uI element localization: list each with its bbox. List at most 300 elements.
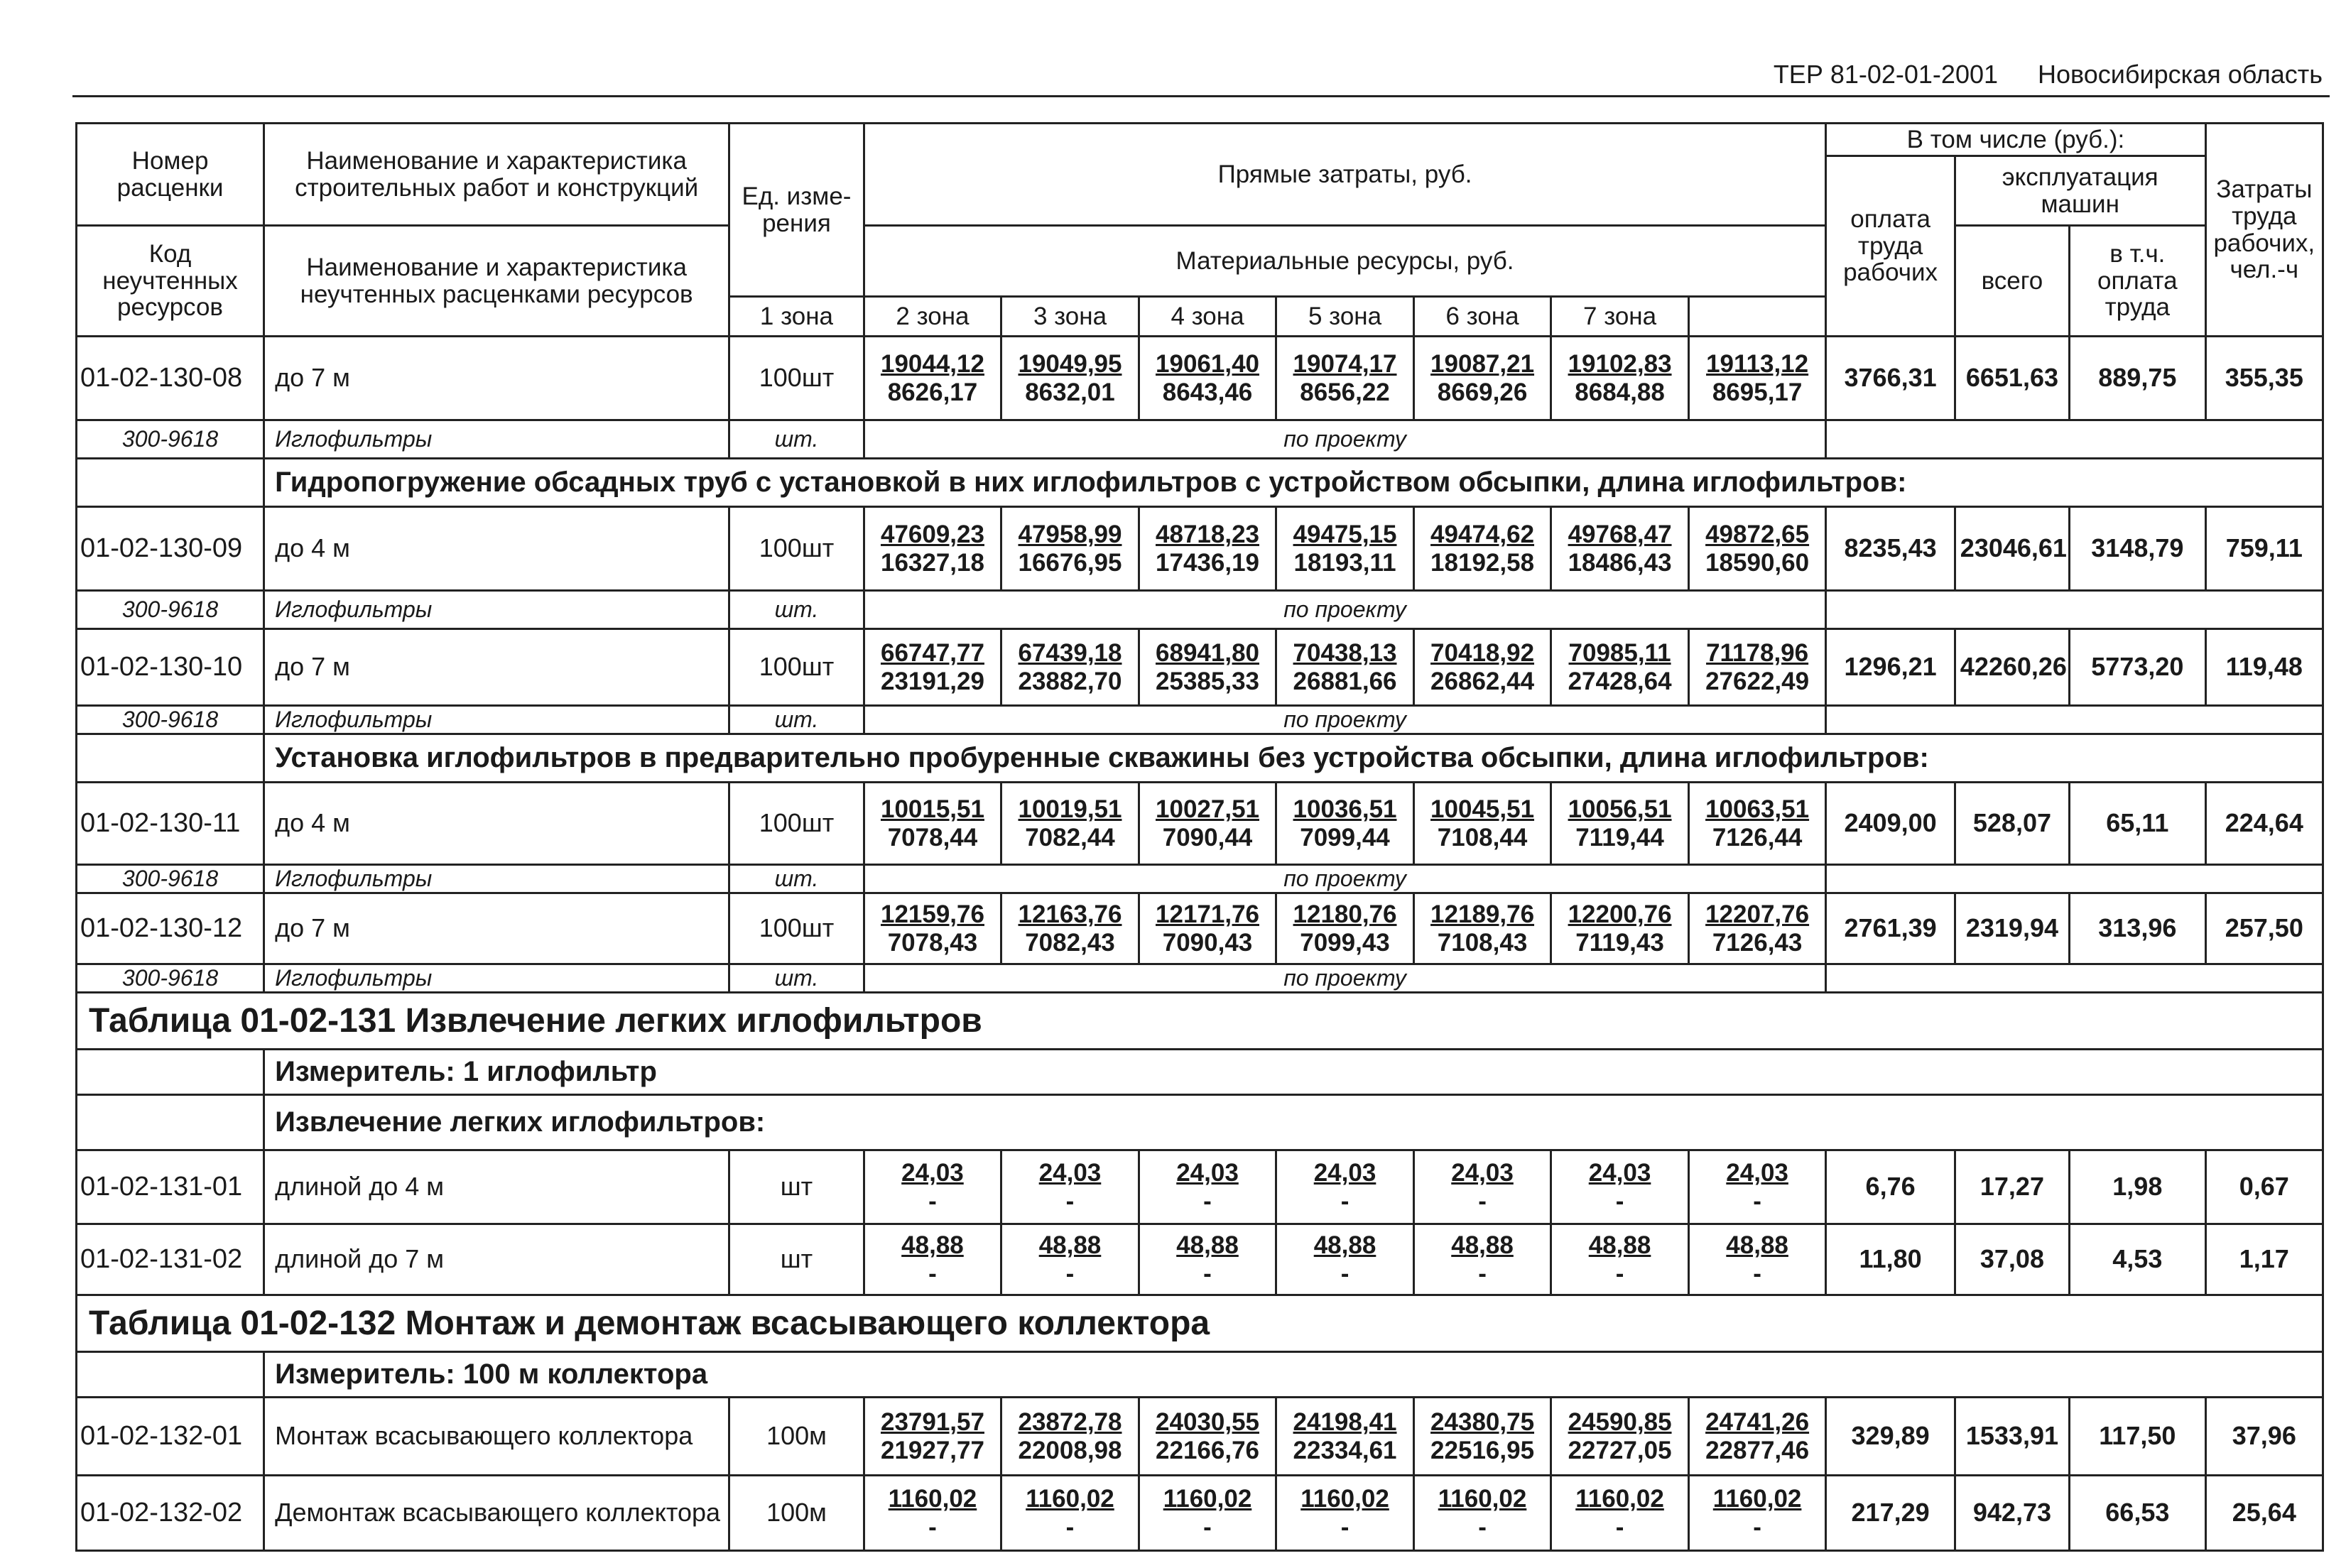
subhead-row [77, 1095, 2323, 1150]
zone-materials: 18193,11 [1293, 548, 1396, 577]
zone-materials: - [1615, 1259, 1624, 1287]
rate-unit: 100м [729, 1476, 864, 1551]
zone-cost [1413, 893, 1551, 964]
resource-unit: шт. [729, 591, 864, 629]
zone-cost [1139, 1476, 1276, 1551]
zone-total: 48,88 [1313, 1231, 1376, 1260]
section-title: Установка иглофильтров в предварительно пробуренные скважины без устройства обсыпки, длина иглофильтров: [264, 734, 2323, 783]
zone-materials: 22877,46 [1705, 1436, 1810, 1464]
zone-cost [864, 337, 1001, 420]
zone-materials: 17436,19 [1156, 548, 1259, 577]
zone-cost [1688, 507, 1826, 591]
zone-materials: - [928, 1513, 937, 1541]
zone-total: 19087,21 [1430, 350, 1535, 379]
zone-total: 47609,23 [880, 521, 984, 549]
zone-total: 47958,99 [1018, 521, 1122, 549]
machines-wages-value: 117,50 [2070, 1398, 2206, 1476]
zone-cost [1139, 337, 1276, 420]
table-row [77, 783, 2323, 865]
table-row [77, 1476, 2323, 1551]
table-row [77, 337, 2323, 420]
zone-total: 24030,55 [1156, 1408, 1259, 1437]
labor-value: 759,11 [2205, 507, 2323, 591]
rate-code: 01-02-130-11 [77, 783, 264, 865]
zone-header: 5 зона [1276, 297, 1414, 337]
subhead-row [77, 1050, 2323, 1095]
resource-name: Иглофильтры [264, 964, 729, 993]
zone-materials: 22516,95 [1430, 1436, 1535, 1464]
zone-total: 1160,02 [1300, 1485, 1389, 1513]
rate-name: длиной до 4 м [264, 1150, 729, 1224]
empty-cell [1826, 591, 2323, 629]
zone-cost [1001, 1476, 1139, 1551]
zone-total: 70985,11 [1568, 639, 1671, 668]
zone-materials: 21927,77 [880, 1436, 984, 1464]
zone-cost [1688, 337, 1826, 420]
zone-cost [1551, 1398, 1689, 1476]
machines-wages-value: 65,11 [2070, 783, 2206, 865]
col-mach-total: всего [1955, 226, 2069, 337]
rate-code: 01-02-130-12 [77, 893, 264, 964]
empty-cell [77, 459, 264, 507]
zone-total: 24,03 [1451, 1159, 1514, 1187]
zone-total: 70418,92 [1430, 639, 1535, 668]
zone-materials: 8626,17 [887, 378, 978, 406]
zone-total: 24,03 [1588, 1159, 1651, 1187]
zone-cost [1001, 507, 1139, 591]
zone-cost [1551, 337, 1689, 420]
zone-materials: 7099,43 [1300, 928, 1390, 957]
zone-total: 23791,57 [880, 1408, 984, 1437]
zone-total: 24741,26 [1705, 1408, 1810, 1437]
zone-total: 1160,02 [1438, 1485, 1527, 1513]
zone-total: 19049,95 [1018, 350, 1122, 379]
rate-unit: 100шт [729, 629, 864, 706]
table-row [77, 1150, 2323, 1224]
zone-cost [1413, 507, 1551, 591]
labor-value: 257,50 [2205, 893, 2323, 964]
zone-total: 24380,75 [1430, 1408, 1535, 1437]
zone-cost [864, 629, 1001, 706]
price-table [75, 122, 2324, 1552]
zone-materials: 8643,46 [1162, 378, 1253, 406]
machines-wages-value: 66,53 [2070, 1476, 2206, 1551]
table-title: Таблица 01-02-132 Монтаж и демонтаж всасывающего коллектора [77, 1295, 2323, 1352]
zone-materials: - [1615, 1187, 1624, 1215]
zone-cost [1276, 629, 1414, 706]
resource-name: Иглофильтры [264, 420, 729, 459]
zone-total: 1160,02 [1712, 1485, 1802, 1513]
zone-cost [1001, 1398, 1139, 1476]
zone-cost [1413, 337, 1551, 420]
zone-materials: - [1065, 1513, 1075, 1541]
zone-cost [864, 1476, 1001, 1551]
zone-total: 49474,62 [1430, 521, 1535, 549]
zone-cost [1551, 629, 1689, 706]
zone-total: 49475,15 [1293, 521, 1397, 549]
resource-row [77, 865, 2323, 893]
zone-cost [864, 507, 1001, 591]
resource-name: Иглофильтры [264, 865, 729, 893]
machines-total-value: 23046,61 [1955, 507, 2069, 591]
zone-materials: - [1065, 1187, 1075, 1215]
empty-cell [77, 734, 264, 783]
zone-materials: - [928, 1187, 937, 1215]
col-wages: оплата труда рабочих [1826, 156, 1955, 337]
zone-cost [1276, 893, 1414, 964]
zone-materials: 8695,17 [1712, 378, 1803, 406]
rate-code: 01-02-131-02 [77, 1224, 264, 1295]
col-machines: эксплуатация машин [1955, 156, 2205, 226]
rate-name: Демонтаж всасывающего коллектора [264, 1476, 729, 1551]
resource-note: по проекту [864, 865, 1826, 893]
wages-value: 329,89 [1826, 1398, 1955, 1476]
zone-materials: 7082,44 [1025, 823, 1115, 851]
zone-materials: - [1478, 1259, 1487, 1287]
machines-total-value: 17,27 [1955, 1150, 2069, 1224]
zone-materials: 8632,01 [1025, 378, 1115, 406]
zone-total: 67439,18 [1018, 639, 1122, 668]
resource-code: 300-9618 [77, 420, 264, 459]
rate-name: длиной до 7 м [264, 1224, 729, 1295]
table-row [77, 893, 2323, 964]
zone-total: 24,03 [1038, 1159, 1102, 1187]
machines-wages-value: 889,75 [2070, 337, 2206, 420]
rate-unit: 100шт [729, 783, 864, 865]
col-materials: Материальные ресурсы, руб. [864, 226, 1826, 297]
col-code-top: Номер расценки [77, 124, 264, 226]
labor-value: 25,64 [2205, 1476, 2323, 1551]
zone-total: 12159,76 [880, 900, 984, 929]
labor-value: 119,48 [2205, 629, 2323, 706]
zone-total: 48,88 [1038, 1231, 1102, 1260]
zone-materials: - [1203, 1187, 1212, 1215]
zone-materials: 8656,22 [1300, 378, 1390, 406]
resource-unit: шт. [729, 706, 864, 734]
zone-total: 48,88 [1176, 1231, 1239, 1260]
rate-name: до 4 м [264, 783, 729, 865]
wages-value: 8235,43 [1826, 507, 1955, 591]
rate-name: Монтаж всасывающего коллектора [264, 1398, 729, 1476]
table-title: Таблица 01-02-131 Извлечение легких иглофильтров [77, 993, 2323, 1050]
zone-cost [1276, 1398, 1414, 1476]
machines-wages-value: 5773,20 [2070, 629, 2206, 706]
rate-code: 01-02-130-10 [77, 629, 264, 706]
zone-cost [864, 783, 1001, 865]
empty-cell [77, 1095, 264, 1150]
zone-cost [1001, 1150, 1139, 1224]
table-title-row [77, 1295, 2323, 1352]
resource-unit: шт. [729, 865, 864, 893]
zone-total: 12163,76 [1018, 900, 1122, 929]
machines-total-value: 37,08 [1955, 1224, 2069, 1295]
zone-total: 12171,76 [1156, 900, 1259, 929]
rate-code: 01-02-130-09 [77, 507, 264, 591]
zone-materials: - [1340, 1513, 1350, 1541]
rate-code: 01-02-132-02 [77, 1476, 264, 1551]
zone-cost [1139, 1224, 1276, 1295]
zone-materials: 22166,76 [1156, 1436, 1259, 1464]
zone-materials: 23191,29 [880, 667, 984, 695]
zone-total: 66747,77 [880, 639, 984, 668]
zone-materials: - [1478, 1513, 1487, 1541]
zone-cost [1001, 337, 1139, 420]
machines-total-value: 1533,91 [1955, 1398, 2069, 1476]
zone-total: 12180,76 [1293, 900, 1397, 929]
resource-code: 300-9618 [77, 591, 264, 629]
zone-cost [1413, 1476, 1551, 1551]
zone-cost [1276, 783, 1414, 865]
zone-materials: 7126,43 [1712, 928, 1803, 957]
resource-row [77, 420, 2323, 459]
subhead: Измеритель: 100 м коллектора [264, 1352, 2323, 1398]
resource-row [77, 706, 2323, 734]
col-mach-wages: в т.ч. оплата труда [2070, 226, 2206, 337]
zone-materials: 7082,43 [1025, 928, 1115, 957]
zone-cost [1139, 893, 1276, 964]
zone-cost [1551, 1476, 1689, 1551]
zone-materials: 8669,26 [1437, 378, 1528, 406]
zone-total: 48718,23 [1156, 521, 1259, 549]
resource-code: 300-9618 [77, 706, 264, 734]
zone-cost [1139, 629, 1276, 706]
zone-header: 7 зона [1551, 297, 1689, 337]
resource-note: по проекту [864, 591, 1826, 629]
zone-materials: 7090,43 [1162, 928, 1253, 957]
zone-materials: 18192,58 [1430, 548, 1535, 577]
wages-value: 11,80 [1826, 1224, 1955, 1295]
rate-name: до 4 м [264, 507, 729, 591]
zone-header: 2 зона [864, 297, 1001, 337]
rate-unit: 100шт [729, 337, 864, 420]
zone-total: 19113,12 [1706, 350, 1809, 379]
zone-total: 19061,40 [1156, 350, 1259, 379]
resource-row [77, 591, 2323, 629]
rate-name: до 7 м [264, 337, 729, 420]
zone-cost [1688, 783, 1826, 865]
resource-name: Иглофильтры [264, 706, 729, 734]
zone-materials: 7090,44 [1162, 823, 1253, 851]
zone-total: 10045,51 [1430, 795, 1535, 824]
empty-cell [1826, 706, 2323, 734]
zone-header: 4 зона [1139, 297, 1276, 337]
zone-materials: 22727,05 [1568, 1436, 1672, 1464]
zone-cost [1001, 629, 1139, 706]
wages-value: 217,29 [1826, 1476, 1955, 1551]
zone-total: 19074,17 [1293, 350, 1397, 379]
zone-cost [1688, 1398, 1826, 1476]
zone-cost [1413, 629, 1551, 706]
zone-cost [1139, 1398, 1276, 1476]
wages-value: 3766,31 [1826, 337, 1955, 420]
zone-materials: 22008,98 [1018, 1436, 1122, 1464]
zone-total: 24,03 [1313, 1159, 1376, 1187]
zone-cost [1139, 783, 1276, 865]
zone-total: 49768,47 [1568, 521, 1672, 549]
labor-value: 224,64 [2205, 783, 2323, 865]
zone-materials: 26881,66 [1293, 667, 1397, 695]
zone-total: 10027,51 [1156, 795, 1259, 824]
subhead-row [77, 1352, 2323, 1398]
zone-cost [1001, 893, 1139, 964]
zone-materials: - [1615, 1513, 1624, 1541]
zone-cost [864, 1150, 1001, 1224]
rate-unit: шт [729, 1224, 864, 1295]
col-name-bottom: Наименование и характеристика неучтенных расценками ресурсов [264, 226, 729, 337]
doc-code: ТЕР 81-02-01-2001 [1773, 60, 1999, 89]
zone-materials: 16676,95 [1018, 548, 1122, 577]
col-name-top: Наименование и характеристика строительных работ и конструкций [264, 124, 729, 226]
zone-cost [864, 1398, 1001, 1476]
resource-note: по проекту [864, 706, 1826, 734]
zone-cost [1001, 1224, 1139, 1295]
rate-unit: 100шт [729, 507, 864, 591]
zone-total: 12189,76 [1430, 900, 1535, 929]
region: Новосибирская область [2038, 60, 2323, 89]
zone-materials: 7119,43 [1575, 928, 1664, 957]
zone-materials: 18486,43 [1568, 548, 1672, 577]
section-row [77, 734, 2323, 783]
table-row [77, 629, 2323, 706]
zone-materials: 23882,70 [1018, 667, 1122, 695]
zone-total: 10015,51 [880, 795, 984, 824]
zone-cost [1413, 1224, 1551, 1295]
wages-value: 2761,39 [1826, 893, 1955, 964]
zone-materials: 25385,33 [1156, 667, 1259, 695]
col-including: В том числе (руб.): [1826, 124, 2205, 156]
zone-cost [864, 893, 1001, 964]
resource-code: 300-9618 [77, 964, 264, 993]
rate-code: 01-02-130-08 [77, 337, 264, 420]
zone-total: 19102,83 [1568, 350, 1672, 379]
machines-wages-value: 313,96 [2070, 893, 2206, 964]
zone-materials: 27622,49 [1705, 667, 1810, 695]
zone-total: 19044,12 [880, 350, 984, 379]
zone-materials: - [1753, 1259, 1761, 1287]
machines-total-value: 2319,94 [1955, 893, 2069, 964]
section-title: Гидропогружение обсадных труб с установкой в них иглофильтров с устройством обсыпки, длина иглофильтров: [264, 459, 2323, 507]
zone-total: 48,88 [1451, 1231, 1514, 1260]
labor-value: 0,67 [2205, 1150, 2323, 1224]
zone-cost [1551, 1224, 1689, 1295]
zone-total: 48,88 [1588, 1231, 1651, 1260]
zone-total: 1160,02 [1163, 1485, 1252, 1513]
machines-total-value: 6651,63 [1955, 337, 2069, 420]
resource-note: по проекту [864, 964, 1826, 993]
zone-cost [1688, 893, 1826, 964]
zone-materials: - [1753, 1513, 1761, 1541]
zone-materials: 7099,44 [1300, 823, 1390, 851]
rate-unit: 100м [729, 1398, 864, 1476]
zone-total: 10056,51 [1568, 795, 1672, 824]
zone-total: 48,88 [1726, 1231, 1788, 1260]
zone-cost [1688, 629, 1826, 706]
zone-total: 24,03 [1176, 1159, 1239, 1187]
col-code-bottom: Код неучтенных ресурсов [77, 226, 264, 337]
zone-cost [1551, 893, 1689, 964]
page-header [0, 60, 2323, 89]
zone-total: 24198,41 [1293, 1408, 1397, 1437]
zone-cost [1413, 783, 1551, 865]
zone-materials: 22334,61 [1293, 1436, 1397, 1464]
col-direct-costs: Прямые затраты, руб. [864, 124, 1826, 226]
zone-cost [1276, 1224, 1414, 1295]
col-unit: Ед. изме-рения [729, 124, 864, 297]
zone-materials: 27428,64 [1568, 667, 1672, 695]
zone-total: 12200,76 [1568, 900, 1672, 929]
subhead: Измеритель: 1 иглофильтр [264, 1050, 2323, 1095]
zone-total: 68941,80 [1156, 639, 1259, 668]
rate-unit: шт [729, 1150, 864, 1224]
zone-total: 71178,96 [1706, 639, 1809, 668]
empty-cell [1826, 964, 2323, 993]
empty-cell [1826, 865, 2323, 893]
zone-cost [1551, 1150, 1689, 1224]
zone-materials: 7126,44 [1712, 823, 1803, 851]
zone-cost [1688, 1224, 1826, 1295]
zone-cost [1276, 337, 1414, 420]
machines-total-value: 528,07 [1955, 783, 2069, 865]
zone-cost [1551, 507, 1689, 591]
zone-cost [1139, 507, 1276, 591]
zone-materials: 7119,44 [1575, 823, 1664, 851]
zone-materials: - [1065, 1259, 1075, 1287]
zone-materials: - [1478, 1187, 1487, 1215]
zone-materials: 26862,44 [1430, 667, 1535, 695]
zone-total: 10036,51 [1293, 795, 1397, 824]
table-row [77, 1398, 2323, 1476]
zone-cost [864, 1224, 1001, 1295]
zone-total: 1160,02 [888, 1485, 977, 1513]
col-labor: Затраты труда рабочих, чел.-ч [2205, 124, 2323, 337]
zone-cost [1413, 1150, 1551, 1224]
resource-row [77, 964, 2323, 993]
rate-name: до 7 м [264, 893, 729, 964]
zone-materials: 16327,18 [880, 548, 984, 577]
zone-total: 12207,76 [1705, 900, 1810, 929]
wages-value: 1296,21 [1826, 629, 1955, 706]
zone-total: 10019,51 [1018, 795, 1122, 824]
zone-total: 70438,13 [1293, 639, 1397, 668]
zone-header: 3 зона [1001, 297, 1139, 337]
machines-wages-value: 1,98 [2070, 1150, 2206, 1224]
header-rule [72, 95, 2330, 97]
zone-materials: - [1340, 1187, 1350, 1215]
zone-cost [1139, 1150, 1276, 1224]
subhead: Извлечение легких иглофильтров: [264, 1095, 2323, 1150]
rate-unit: 100шт [729, 893, 864, 964]
zone-header: 1 зона [729, 297, 864, 337]
zone-cost [1688, 1476, 1826, 1551]
section-row [77, 459, 2323, 507]
table-row [77, 507, 2323, 591]
machines-wages-value: 3148,79 [2070, 507, 2206, 591]
zone-total: 49872,65 [1705, 521, 1810, 549]
resource-code: 300-9618 [77, 865, 264, 893]
resource-unit: шт. [729, 420, 864, 459]
zone-total: 24,03 [1726, 1159, 1788, 1187]
machines-total-value: 942,73 [1955, 1476, 2069, 1551]
zone-total: 1160,02 [1575, 1485, 1664, 1513]
zone-materials: 7108,44 [1437, 823, 1528, 851]
wages-value: 6,76 [1826, 1150, 1955, 1224]
zone-materials: - [1753, 1187, 1761, 1215]
table-row [77, 1224, 2323, 1295]
rate-code: 01-02-132-01 [77, 1398, 264, 1476]
resource-unit: шт. [729, 964, 864, 993]
labor-value: 355,35 [2205, 337, 2323, 420]
wages-value: 2409,00 [1826, 783, 1955, 865]
